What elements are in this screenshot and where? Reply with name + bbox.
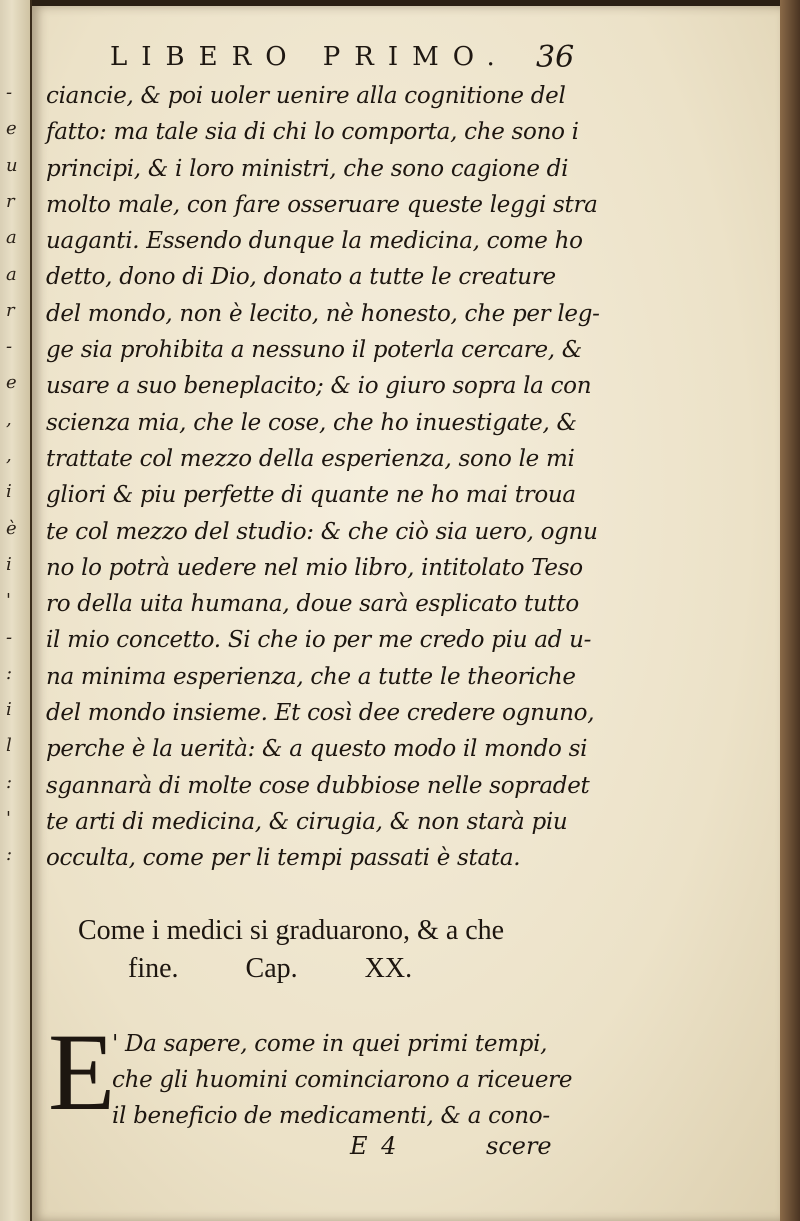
- margin-mark: u: [6, 154, 18, 176]
- text-line: ro della uita humana, doue sarà esplicato tutto: [46, 591, 579, 618]
- text-line: ' Da sapere, come in quei primi tempi,: [112, 1031, 548, 1057]
- margin-mark: -: [6, 626, 13, 648]
- chapter-number: XX.: [364, 953, 413, 984]
- text-line: uaganti. Essendo dunque la medicina, come ho: [46, 228, 583, 255]
- margin-mark: :: [6, 771, 13, 793]
- margin-mark: e: [6, 118, 17, 140]
- margin-mark: :: [6, 662, 13, 684]
- margin-mark: l: [6, 735, 12, 757]
- text-line: perche è la uerità: & a questo modo il mondo si: [46, 736, 588, 763]
- text-line: il beneficio de medicamenti, & a cono-: [112, 1103, 550, 1129]
- text-line: trattate col mezzo della esperienza, sono le mi: [46, 445, 575, 472]
- text-line: na minima esperienza, che a tutte le theoriche: [46, 663, 576, 690]
- chapter-cap-label: Cap.: [245, 953, 298, 984]
- text-line: detto, dono di Dio, donato a tutte le creature: [46, 264, 556, 291]
- margin-mark: -: [6, 336, 13, 358]
- page-edge: [780, 0, 800, 1221]
- text-line: fatto: ma tale sia di chi lo comporta, che sono i: [46, 119, 579, 146]
- chapter-heading-line: Come i medici si graduarono, & a che: [78, 915, 505, 946]
- margin-mark: a: [6, 263, 17, 285]
- text-line: usare a suo beneplacito; & io giuro sopra la con: [46, 373, 592, 400]
- text-line: no lo potrà uedere nel mio libro, intitolato Teso: [46, 554, 583, 581]
- margin-mark: ': [6, 808, 11, 829]
- margin-mark: ,: [6, 408, 12, 430]
- signature-mark: E 4: [350, 1132, 397, 1160]
- text-line: gliori & piu perfette di quante ne ho mai troua: [46, 482, 576, 509]
- spine-gutter: [0, 0, 32, 1221]
- margin-mark: a: [6, 227, 17, 249]
- text-line: occulta, come per li tempi passati è stata.: [46, 845, 521, 872]
- text-line: che gli huomini cominciarono a riceuere: [112, 1067, 573, 1093]
- text-line: principi, & i loro ministri, che sono cagione di: [46, 155, 569, 182]
- text-line: ciancie, & poi uoler uenire alla cognitione del: [46, 83, 566, 109]
- margin-mark: i: [6, 553, 12, 575]
- body-text: [46, 78, 606, 877]
- text-line: scienza mia, che le cose, che ho inuestigate, &: [46, 409, 577, 436]
- text-line: del mondo insieme. Et così dee credere ognuno,: [46, 700, 595, 727]
- margin-mark: -: [6, 82, 13, 103]
- margin-mark: r: [6, 299, 15, 321]
- catchword: scere: [486, 1132, 552, 1160]
- drop-cap: E: [48, 1011, 116, 1133]
- margin-mark: è: [6, 517, 17, 539]
- margin-mark: e: [6, 372, 17, 394]
- margin-mark: r: [6, 190, 15, 212]
- text-line: il mio concetto. Si che io per me credo piu ad u-: [46, 627, 592, 654]
- text-line: ge sia prohibita a nessuno il poterla cercare, &: [46, 337, 582, 364]
- margin-mark: ': [6, 590, 11, 612]
- text-line: sgannarà di molte cose dubbiose nelle sopradet: [46, 772, 590, 799]
- opening-paragraph: [112, 1026, 612, 1134]
- page-number: 36: [536, 40, 575, 75]
- margin-mark: i: [6, 699, 12, 721]
- margin-mark: ,: [6, 445, 12, 466]
- chapter-heading: [78, 912, 598, 988]
- text-line: te col mezzo del studio: & che ciò sia uero, ognu: [46, 518, 598, 545]
- margin-mark: :: [6, 844, 13, 866]
- text-line: te arti di medicina, & cirugia, & non starà piu: [46, 808, 568, 835]
- text-line: del mondo, non è lecito, nè honesto, che per leg-: [46, 300, 600, 327]
- running-head: LIBERO PRIMO.: [110, 42, 509, 72]
- chapter-heading-fine: fine.: [128, 953, 179, 984]
- margin-mark: i: [6, 481, 12, 503]
- chapter-heading-line: [78, 950, 598, 988]
- text-line: molto male, con fare osseruare queste leggi stra: [46, 191, 598, 218]
